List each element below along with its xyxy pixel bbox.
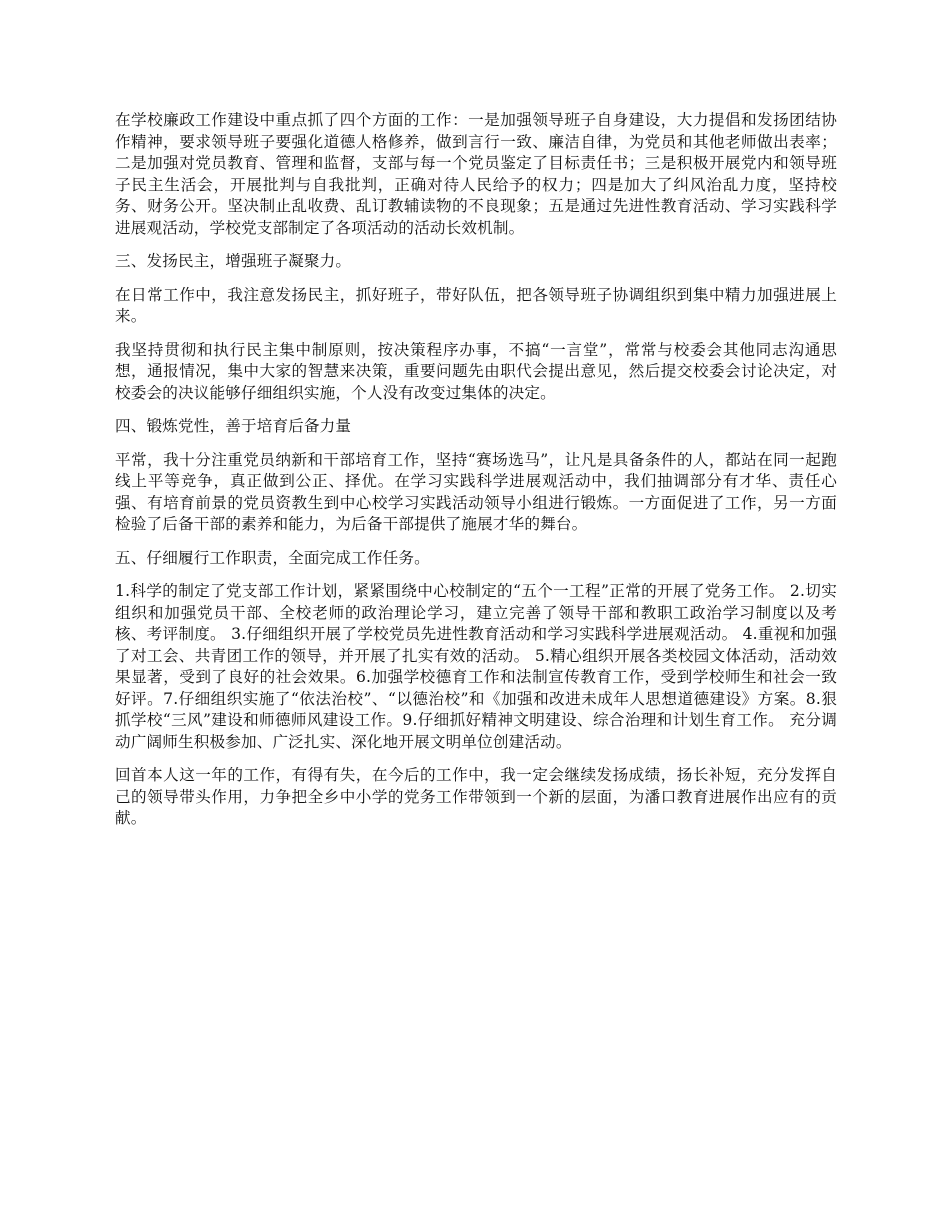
paragraph-conclusion: 回首本人这一年的工作，有得有失，在今后的工作中，我一定会继续发扬成绩，扬长补短，充分发挥自己的领导带头作用，力争把全乡中小学的党务工作带领到一个新的层面，为潘口教育进展作出应有的贡献。 — [115, 766, 837, 827]
section-heading-democracy: 三、发扬民主，增强班子凝聚力。 — [115, 252, 352, 270]
paragraph-democratic-centralism: 我坚持贯彻和执行民主集中制原则，按决策程序办事，不搞“一言堂”，常常与校委会其他同志沟通思想，通报情况，集中大家的智慧来决策，重要问题先由职代会提出意见，然后提交校委会讨论决定，对校委会的决议能够仔细组织实施，个人没有改变过集体的决定。 — [115, 340, 837, 402]
document-body — [115, 110, 837, 842]
paragraph-integrity-work: 在学校廉政工作建设中重点抓了四个方面的工作：一是加强领导班子自身建设，大力提倡和发扬团结协作精神，要求领导班子要强化道德人格修养，做到言行一致、廉洁自律，为党员和其他老师做出表率；二是加强对党员教育、管理和监督，支部与每一个党员鉴定了目标责任书；三是积极开展党内和领导班子民主生活会，开展批判与自我批判，正确对待人民给予的权力；四是加大了纠风治乱力度，坚持校务、财务公开。坚决制止乱收费、乱订教辅读物的不良现象；五是通过先进性教育活动、学习实践科学进展观活动，学校党支部制定了各项活动的活动长效机制。 — [115, 111, 837, 237]
section-heading-party-spirit: 四、锻炼党性，善于培育后备力量 — [115, 417, 352, 435]
section-heading-duties: 五、仔细履行工作职责，全面完成工作任务。 — [115, 548, 430, 567]
paragraph-task-list: 1.科学的制定了党支部工作计划，紧紧围绕中心校制定的“五个一工程”正常的开展了党务工作。 2.切实组织和加强党员干部、全校老师的政治理论学习，建立完善了领导干部和教职工政治学习制度以及考核、考评制度。 3.仔细组织开展了学校党员先进性教育活动和学习实践科学进展观活动。 4.重视和加强了对工会、共青团工作的领导，并开展了扎实有效的活动。 5.精心组织开展各类校园文体活动，活动效果显著，受到了良好的社会效果。6.加强学校德育工作和法制宣传教育工作，受到学校师生和社会一致好评。7.仔细组织实施了“依法治校”、“以德治校”和《加强和改进未成年人思想道德建设》方案。8.狠抓学校“三风”建设和师德师风建设工作。9.仔细抓好精神文明建设、综合治理和计划生育工作。 充分调动广阔师生积极参加、广泛扎实、深化地开展文明单位创建活动。 — [115, 582, 837, 751]
paragraph-cadre-training: 平常，我十分注重党员纳新和干部培育工作，坚持“赛场选马”，让凡是具备条件的人，都站在同一起跑线上平等竞争，真正做到公正、择优。在学习实践科学进展观活动中，我们抽调部分有才华、责任心强、有培育前景的党员资教生到中心校学习实践活动领导小组进行锻炼。一方面促进了工作，另一方面检验了后备干部的素养和能力，为后备干部提供了施展才华的舞台。 — [115, 450, 837, 533]
paragraph-daily-work: 在日常工作中，我注意发扬民主，抓好班子，带好队伍，把各领导班子协调组织到集中精力加强进展上来。 — [115, 285, 837, 325]
